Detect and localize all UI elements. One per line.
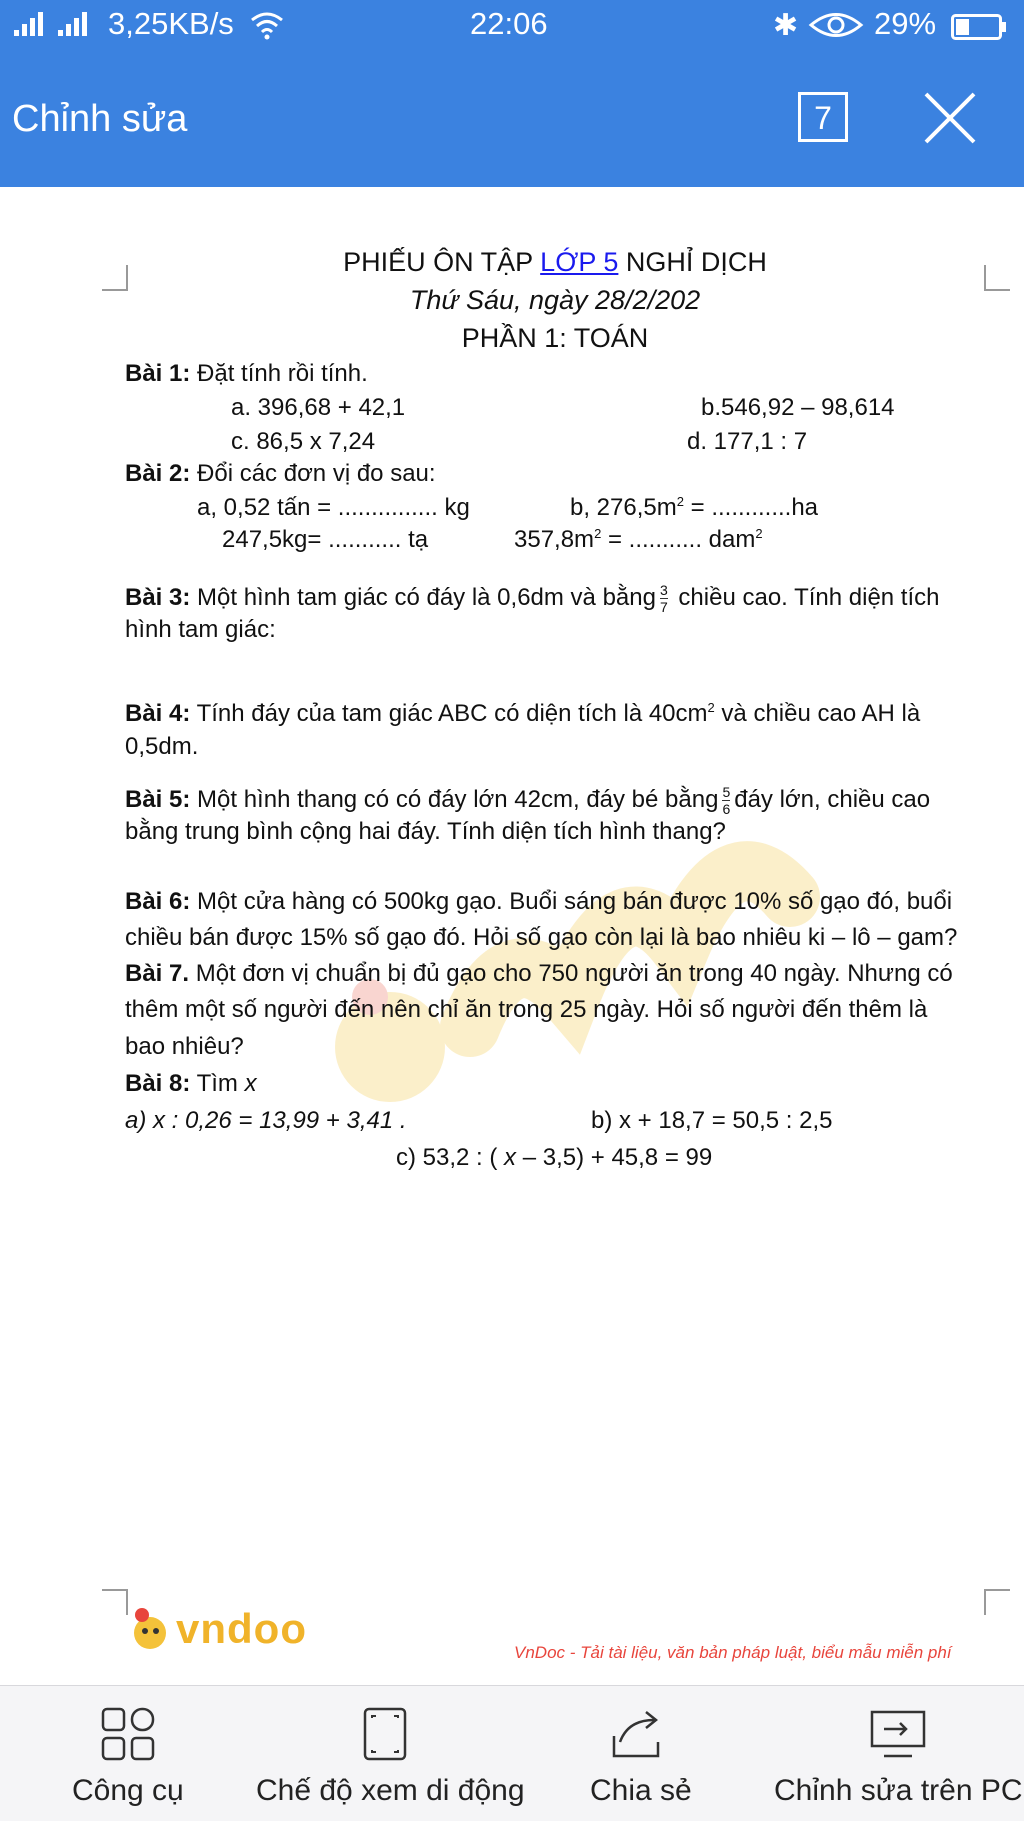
exercise-6-line2: chiều bán được 15% số gạo đó. Hỏi số gạo còn lại là bao nhiêu ki – lô – gam?	[125, 924, 958, 951]
exercise-1-a: a. 396,68 + 42,1	[231, 394, 406, 421]
fraction: $\frac{5}{6}$	[722, 784, 731, 817]
vndoc-mascot-icon	[128, 1605, 172, 1653]
exercise-3-line2: hình tam giác:	[125, 616, 276, 643]
mobile-view-label: Chế độ xem di động	[256, 1774, 525, 1807]
signal-icon	[14, 12, 100, 38]
exercise-4-line2: 0,5dm.	[125, 733, 199, 760]
exercise-1-d: d. 177,1 : 7	[687, 428, 808, 455]
edit-on-pc-label: Chỉnh sửa trên PC	[774, 1774, 1023, 1807]
exercise-2-d: $357,8m^2$ = ........... dam$^2$	[514, 526, 763, 553]
bottom-toolbar	[0, 1685, 1024, 1821]
wifi-icon	[250, 10, 284, 40]
exercise-1-c: c. 86,5 x 7,24	[231, 428, 376, 455]
section-heading: PHẦN 1: TOÁN	[461, 323, 649, 353]
page-count-button[interactable]: 7	[798, 92, 848, 142]
eye-icon	[808, 10, 864, 40]
exercise-7-line2: thêm một số người đến nên chỉ ăn trong 25 ngày. Hỏi số người đến thêm là	[125, 996, 928, 1023]
exercise-4: Bài 4: Tính đáy của tam giác ABC có diện tích là $40cm^2$ và chiều cao AH là	[125, 700, 921, 727]
exercise-8-c: c) 53,2 : ( x – 3,5) + 45,8 = 99	[396, 1144, 713, 1171]
title-link[interactable]: LỚP 5	[540, 247, 619, 277]
fraction: $\frac{3}{7}$	[659, 582, 668, 615]
exercise-8: Bài 8: Tìm x	[125, 1070, 257, 1097]
mobile-view-button[interactable]	[256, 1686, 525, 1821]
exercise-5-line2: bằng trung bình cộng hai đáy. Tính diện tích hình thang?	[125, 818, 726, 845]
exercise-7-line3: bao nhiêu?	[125, 1033, 244, 1060]
exercise-2-c: 247,5kg= ........... tạ	[222, 526, 429, 553]
edit-on-pc-icon	[868, 1706, 928, 1762]
exercise-1: Bài 1: Đặt tính rồi tính.	[125, 360, 368, 387]
clock: 22:06	[470, 6, 548, 41]
tools-grid-icon	[100, 1706, 156, 1762]
page-title: Chỉnh sửa	[12, 98, 188, 140]
mobile-view-icon	[362, 1706, 408, 1762]
share-label: Chia sẻ	[590, 1774, 692, 1807]
exercise-2: Bài 2: Đổi các đơn vị đo sau:	[125, 460, 436, 487]
crop-mark	[102, 1589, 128, 1615]
exercise-2-a: a, 0,52 tấn = ............... kg	[197, 494, 470, 521]
status-bar	[0, 0, 1024, 54]
exercise-2-b: b, $276,5m^2 = ............ha$	[570, 494, 819, 521]
tools-button[interactable]	[0, 1686, 256, 1821]
exercise-8-a: a) x : 0,26 = 13,99 + 3,41 .	[125, 1107, 407, 1134]
network-speed: 3,25KB/s	[108, 6, 234, 41]
share-button[interactable]	[512, 1686, 768, 1821]
battery-percent: 29%	[874, 6, 937, 41]
exercise-5: Bài 5: Một hình thang có có đáy lớn 42cm, đáy bé bằng $\frac{5}{6}$ đáy lớn, chiều cao	[125, 784, 931, 817]
document-date: Thứ Sáu, ngày 28/2/202	[409, 285, 701, 315]
exercise-8-b: b) x + 18,7 = 50,5 : 2,5	[591, 1107, 833, 1134]
exercise-7: Bài 7. Một đơn vị chuẩn bị đủ gạo cho 750 người ăn trong 40 ngày. Nhưng có	[125, 960, 953, 987]
document-title: PHIẾU ÔN TẬP LỚP 5 NGHỈ DỊCH	[343, 247, 767, 277]
bluetooth-icon: ✱	[773, 9, 799, 42]
footer-logo: vndoo	[176, 1605, 307, 1652]
battery-icon	[951, 14, 1007, 40]
exercise-1-b: b.546,92 – 98,614	[701, 394, 895, 421]
crop-mark	[984, 1589, 1010, 1615]
exercise-6: Bài 6: Một cửa hàng có 500kg gạo. Buổi sáng bán được 10% số gạo đó, buổi	[125, 888, 953, 915]
tools-label: Công cụ	[72, 1774, 184, 1807]
footer-note: VnDoc - Tải tài liệu, văn bản pháp luật, biểu mẫu miễn phí	[514, 1643, 952, 1662]
document-page[interactable]	[0, 187, 1024, 1685]
share-icon	[608, 1706, 668, 1762]
edit-on-pc-button[interactable]	[768, 1686, 1024, 1821]
close-icon[interactable]	[922, 90, 978, 146]
exercise-3-text: Bài 3: Một hình tam giác có đáy là 0,6dm và bằng $\frac{3}{7}$ chiều cao. Tính diện tích	[125, 582, 940, 615]
app-bar	[0, 54, 1024, 187]
